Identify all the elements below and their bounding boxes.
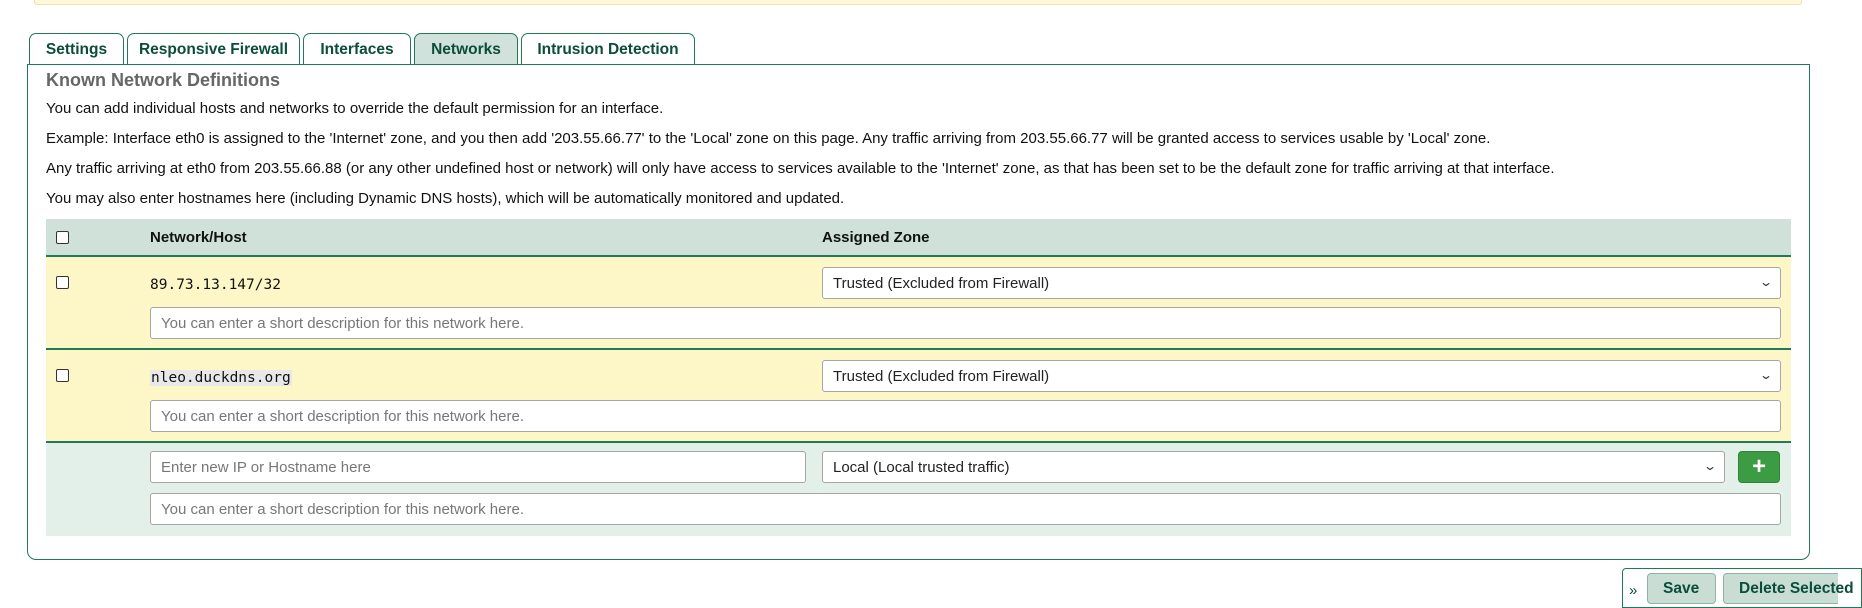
table-header xyxy=(46,219,1791,257)
new-zone-select[interactable] xyxy=(822,451,1725,483)
default-zone-text: Any traffic arriving at eth0 from 203.55.66.88 (or any other undefined host or network) will only have access to services available to the 'Internet' zone, as that has been set to be the default zone for traffic arriving at that interface. xyxy=(46,160,1555,177)
table-row xyxy=(46,257,1791,350)
new-zone-select-value: Local (Local trusted traffic) xyxy=(833,458,1010,476)
section-title: Known Network Definitions xyxy=(46,70,280,90)
double-chevron-icon[interactable]: » xyxy=(1629,582,1638,599)
new-description-placeholder: You can enter a short description for this network here. xyxy=(161,500,524,518)
row-checkbox[interactable] xyxy=(56,369,69,382)
zone-select[interactable] xyxy=(822,267,1781,299)
zone-select-value: Trusted (Excluded from Firewall) xyxy=(833,274,1050,292)
save-button[interactable]: Save xyxy=(1647,573,1716,604)
select-all-checkbox[interactable] xyxy=(56,231,69,244)
description-input[interactable] xyxy=(150,307,1781,339)
tab-interfaces[interactable]: Interfaces xyxy=(303,33,411,65)
new-host-input[interactable] xyxy=(150,451,806,483)
chevron-down-icon: ⌄ xyxy=(1758,275,1774,289)
plus-icon: + xyxy=(1751,453,1766,480)
new-host-placeholder: Enter new IP or Hostname here xyxy=(161,458,371,476)
description-placeholder: You can enter a short description for this network here. xyxy=(161,314,524,332)
description-input[interactable] xyxy=(150,400,1781,432)
delete-selected-button[interactable]: Delete Selected xyxy=(1723,573,1838,604)
description-placeholder: You can enter a short description for this network here. xyxy=(161,407,524,425)
tab-intrusion-detection[interactable]: Intrusion Detection xyxy=(521,33,695,65)
column-header-network: Network/Host xyxy=(150,229,247,246)
new-network-row xyxy=(46,443,1791,536)
chevron-down-icon: ⌄ xyxy=(1702,459,1718,473)
network-host: 89.73.13.147/32 xyxy=(150,277,281,293)
add-network-button[interactable] xyxy=(1738,451,1780,483)
new-description-input[interactable] xyxy=(150,493,1781,525)
tab-responsive-firewall[interactable]: Responsive Firewall xyxy=(127,33,300,65)
zone-select[interactable] xyxy=(822,360,1781,392)
notice-banner xyxy=(34,0,1802,5)
table-row xyxy=(46,350,1791,443)
row-checkbox[interactable] xyxy=(56,276,69,289)
column-header-zone: Assigned Zone xyxy=(822,229,930,246)
chevron-down-icon: ⌄ xyxy=(1758,368,1774,382)
example-text: Example: Interface eth0 is assigned to the 'Internet' zone, and you then add '203.55.66.77' to the 'Local' zone on this page. Any traffic arriving from 203.55.66.77 will be granted access to services usable by 'Local' zone. xyxy=(46,130,1491,147)
zone-select-value: Trusted (Excluded from Firewall) xyxy=(833,367,1050,385)
tab-settings[interactable]: Settings xyxy=(29,33,124,65)
networks-table xyxy=(46,219,1791,536)
intro-text: You can add individual hosts and networks to override the default permission for an interface. xyxy=(46,100,664,117)
network-host: nleo.duckdns.org xyxy=(151,370,291,386)
tab-networks[interactable]: Networks xyxy=(414,33,518,65)
tab-bar xyxy=(29,33,698,65)
hostname-hint-text: You may also enter hostnames here (including Dynamic DNS hosts), which will be automatically monitored and updated. xyxy=(46,190,845,207)
